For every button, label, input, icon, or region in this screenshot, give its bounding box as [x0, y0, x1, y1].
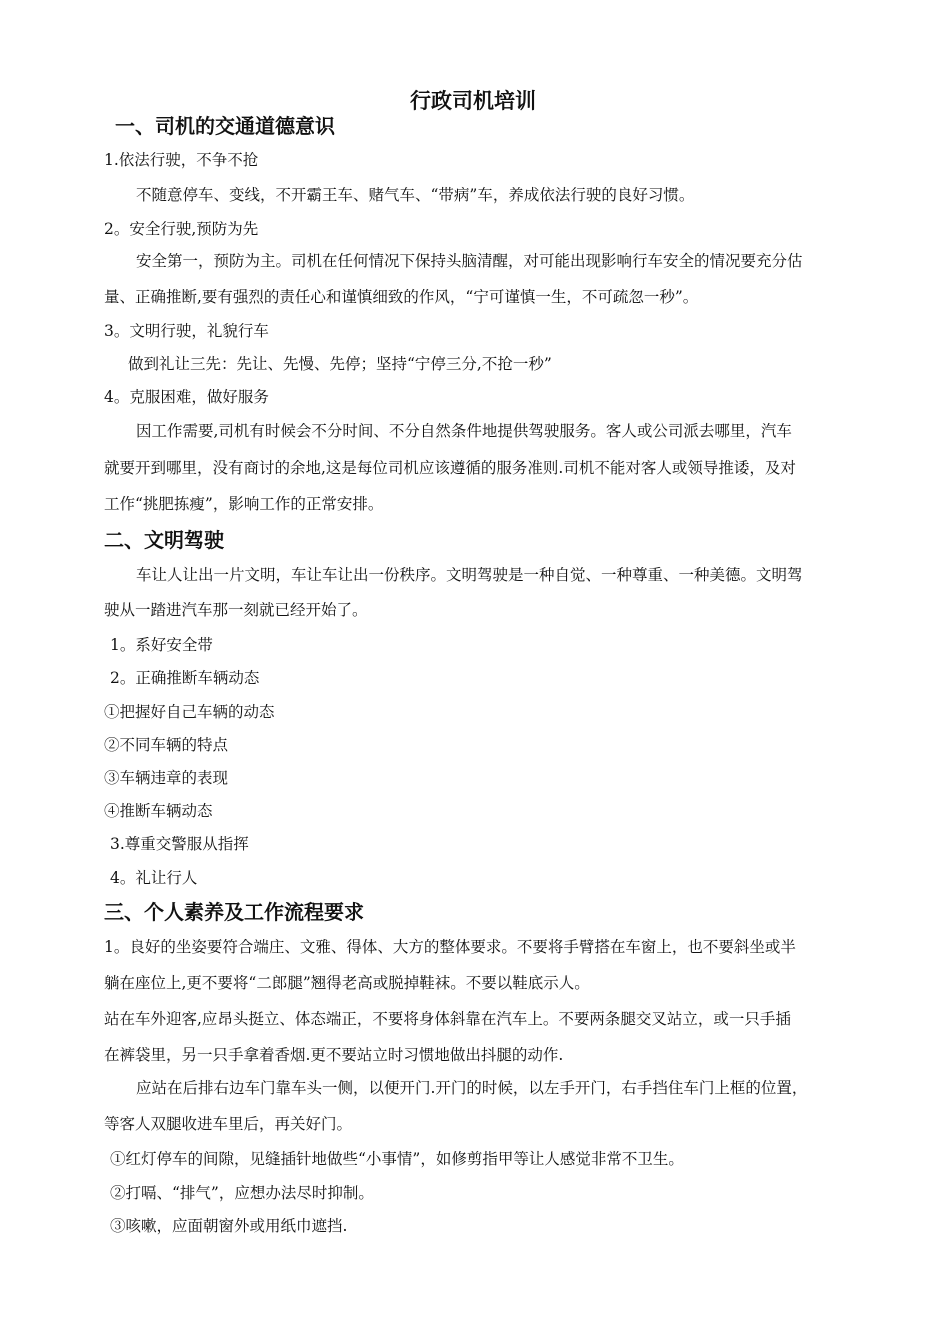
paragraph-line: 1。良好的坐姿要符合端庄、文雅、得体、大方的整体要求。不要将手臂搭在车窗上，也不要斜坐或半 — [104, 938, 796, 956]
list-item: 2。安全行驶,预防为先 — [104, 220, 259, 238]
paragraph-line: 应站在后排右边车门靠车头一侧，以便开门.开门的时候，以左手开门，右手挡住车门上框的位置， — [136, 1079, 808, 1097]
list-item: ④推断车辆动态 — [104, 802, 213, 820]
section-heading: 三、个人素养及工作流程要求 — [104, 900, 364, 924]
section-heading: 一、司机的交通道德意识 — [115, 114, 335, 138]
list-item: 3。文明行驶，礼貌行车 — [104, 322, 269, 340]
list-item: ②打嗝、“排气”，应想办法尽时抑制。 — [110, 1184, 374, 1202]
paragraph-line: 车让人让出一片文明，车让车让出一份秩序。文明驾驶是一种自觉、一种尊重、一种美德。文明驾 — [136, 566, 803, 584]
paragraph-line: 因工作需要,司机有时候会不分时间、不分自然条件地提供驾驶服务。客人或公司派去哪里，汽车 — [136, 422, 792, 440]
list-item: ②不同车辆的特点 — [104, 736, 229, 754]
paragraph-line: 就要开到哪里，没有商讨的余地,这是每位司机应该遵循的服务准则.司机不能对客人或领导推诿，及对 — [104, 459, 796, 477]
list-item: ①红灯停车的间隙，见缝插针地做些“小事情”，如修剪指甲等让人感觉非常不卫生。 — [110, 1150, 684, 1168]
list-item: 1.依法行驶，不争不抢 — [104, 151, 259, 169]
list-item: 3.尊重交警服从指挥 — [110, 835, 249, 853]
list-item: ①把握好自己车辆的动态 — [104, 703, 275, 721]
list-item: 1。系好安全带 — [110, 636, 213, 654]
paragraph-line: 量、正确推断,要有强烈的责任心和谨慎细致的作风，“宁可谨慎一生，不可疏忽一秒”。 — [104, 288, 699, 306]
paragraph-line: 安全第一，预防为主。司机在任何情况下保持头脑清醒，对可能出现影响行车安全的情况要充分估 — [136, 252, 803, 270]
paragraph-line: 不随意停车、变线，不开霸王车、赌气车、“带病”车，养成依法行驶的良好习惯。 — [136, 186, 695, 204]
list-item: 2。正确推断车辆动态 — [110, 669, 260, 687]
paragraph-line: 在裤袋里，另一只手拿着香烟.更不要站立时习惯地做出抖腿的动作. — [104, 1046, 564, 1064]
paragraph-line: 躺在座位上,更不要将“二郎腿”翘得老高或脱掉鞋袜。不要以鞋底示人。 — [104, 974, 590, 992]
paragraph-line: 站在车外迎客,应昂头挺立、体态端正，不要将身体斜靠在汽车上。不要两条腿交叉站立，或一只手插 — [104, 1010, 791, 1028]
paragraph-line: 等客人双腿收进车里后，再关好门。 — [104, 1115, 353, 1133]
document-title: 行政司机培训 — [410, 89, 536, 113]
list-item: 4。克服困难，做好服务 — [104, 388, 269, 406]
paragraph-line: 工作“挑肥拣瘦”，影响工作的正常安排。 — [104, 495, 384, 513]
list-item: ③车辆违章的表现 — [104, 769, 229, 787]
paragraph-line: 做到礼让三先：先让、先慢、先停；坚持“宁停三分,不抢一秒” — [128, 355, 552, 373]
list-item: 4。礼让行人 — [110, 869, 198, 887]
section-heading: 二、文明驾驶 — [104, 528, 224, 552]
list-item: ③咳嗽，应面朝窗外或用纸巾遮挡. — [110, 1217, 348, 1235]
paragraph-line: 驶从一踏进汽车那一刻就已经开始了。 — [104, 601, 368, 619]
